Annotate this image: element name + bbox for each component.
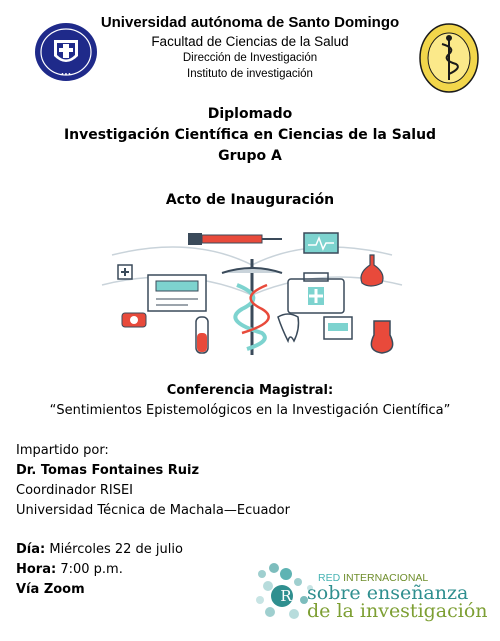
day-label: Día: bbox=[16, 542, 46, 557]
university-name: Universidad autónoma de Santo Domingo bbox=[100, 14, 400, 31]
speaker-intro: Impartido por: bbox=[16, 443, 109, 458]
network-name-line3: de la investigación bbox=[307, 600, 488, 622]
syringe-icon bbox=[188, 233, 282, 245]
direction-name: Dirección de Investigación bbox=[182, 52, 318, 64]
network-badge-letter: R bbox=[280, 587, 292, 605]
svg-text:● ● ●: ● ● ● bbox=[61, 71, 71, 76]
program-name: Investigación Científica en Ciencias de la Salud bbox=[63, 127, 437, 143]
tooth-icon bbox=[278, 314, 299, 341]
cross-sign-icon bbox=[118, 265, 132, 279]
speaker-name: Dr. Tomas Fontaines Ruiz bbox=[16, 463, 200, 478]
event-time bbox=[16, 562, 123, 577]
group-name: Grupo A bbox=[218, 148, 282, 164]
clipboard-icon bbox=[148, 275, 206, 311]
conference-topic: “Sentimientos Epistemológicos en la Investigación Científica” bbox=[49, 403, 451, 418]
day-value: Miércoles 22 de julio bbox=[45, 542, 183, 557]
network-name-line2: sobre enseñanza bbox=[307, 582, 469, 604]
telephone-icon bbox=[122, 313, 146, 327]
beaker-icon bbox=[371, 321, 392, 353]
monitor-icon bbox=[304, 233, 338, 253]
network-red-label: RED bbox=[318, 572, 344, 584]
medical-illustration bbox=[92, 225, 412, 377]
event-day bbox=[16, 542, 183, 557]
event-title: Acto de Inauguración bbox=[165, 192, 335, 208]
institute-name: Instituto de investigación bbox=[187, 68, 313, 80]
time-value: 7:00 p.m. bbox=[56, 562, 123, 577]
pill-box-icon bbox=[324, 317, 352, 339]
first-aid-kit-icon bbox=[288, 273, 344, 313]
speaker-institution: Universidad Técnica de Machala—Ecuador bbox=[16, 503, 290, 518]
network-internacional-label: INTERNACIONAL bbox=[343, 572, 429, 584]
program-type: Diplomado bbox=[207, 106, 293, 122]
speaker-role: Coordinador RISEI bbox=[16, 483, 134, 498]
time-label: Hora: bbox=[16, 562, 57, 577]
conference-label: Conferencia Magistral: bbox=[166, 383, 334, 398]
flask-icon bbox=[361, 255, 383, 286]
event-platform: Vía Zoom bbox=[16, 582, 85, 597]
caduceus-icon bbox=[222, 259, 282, 355]
test-tube-icon bbox=[196, 317, 208, 353]
faculty-name: Facultad de Ciencias de la Salud bbox=[151, 34, 349, 49]
